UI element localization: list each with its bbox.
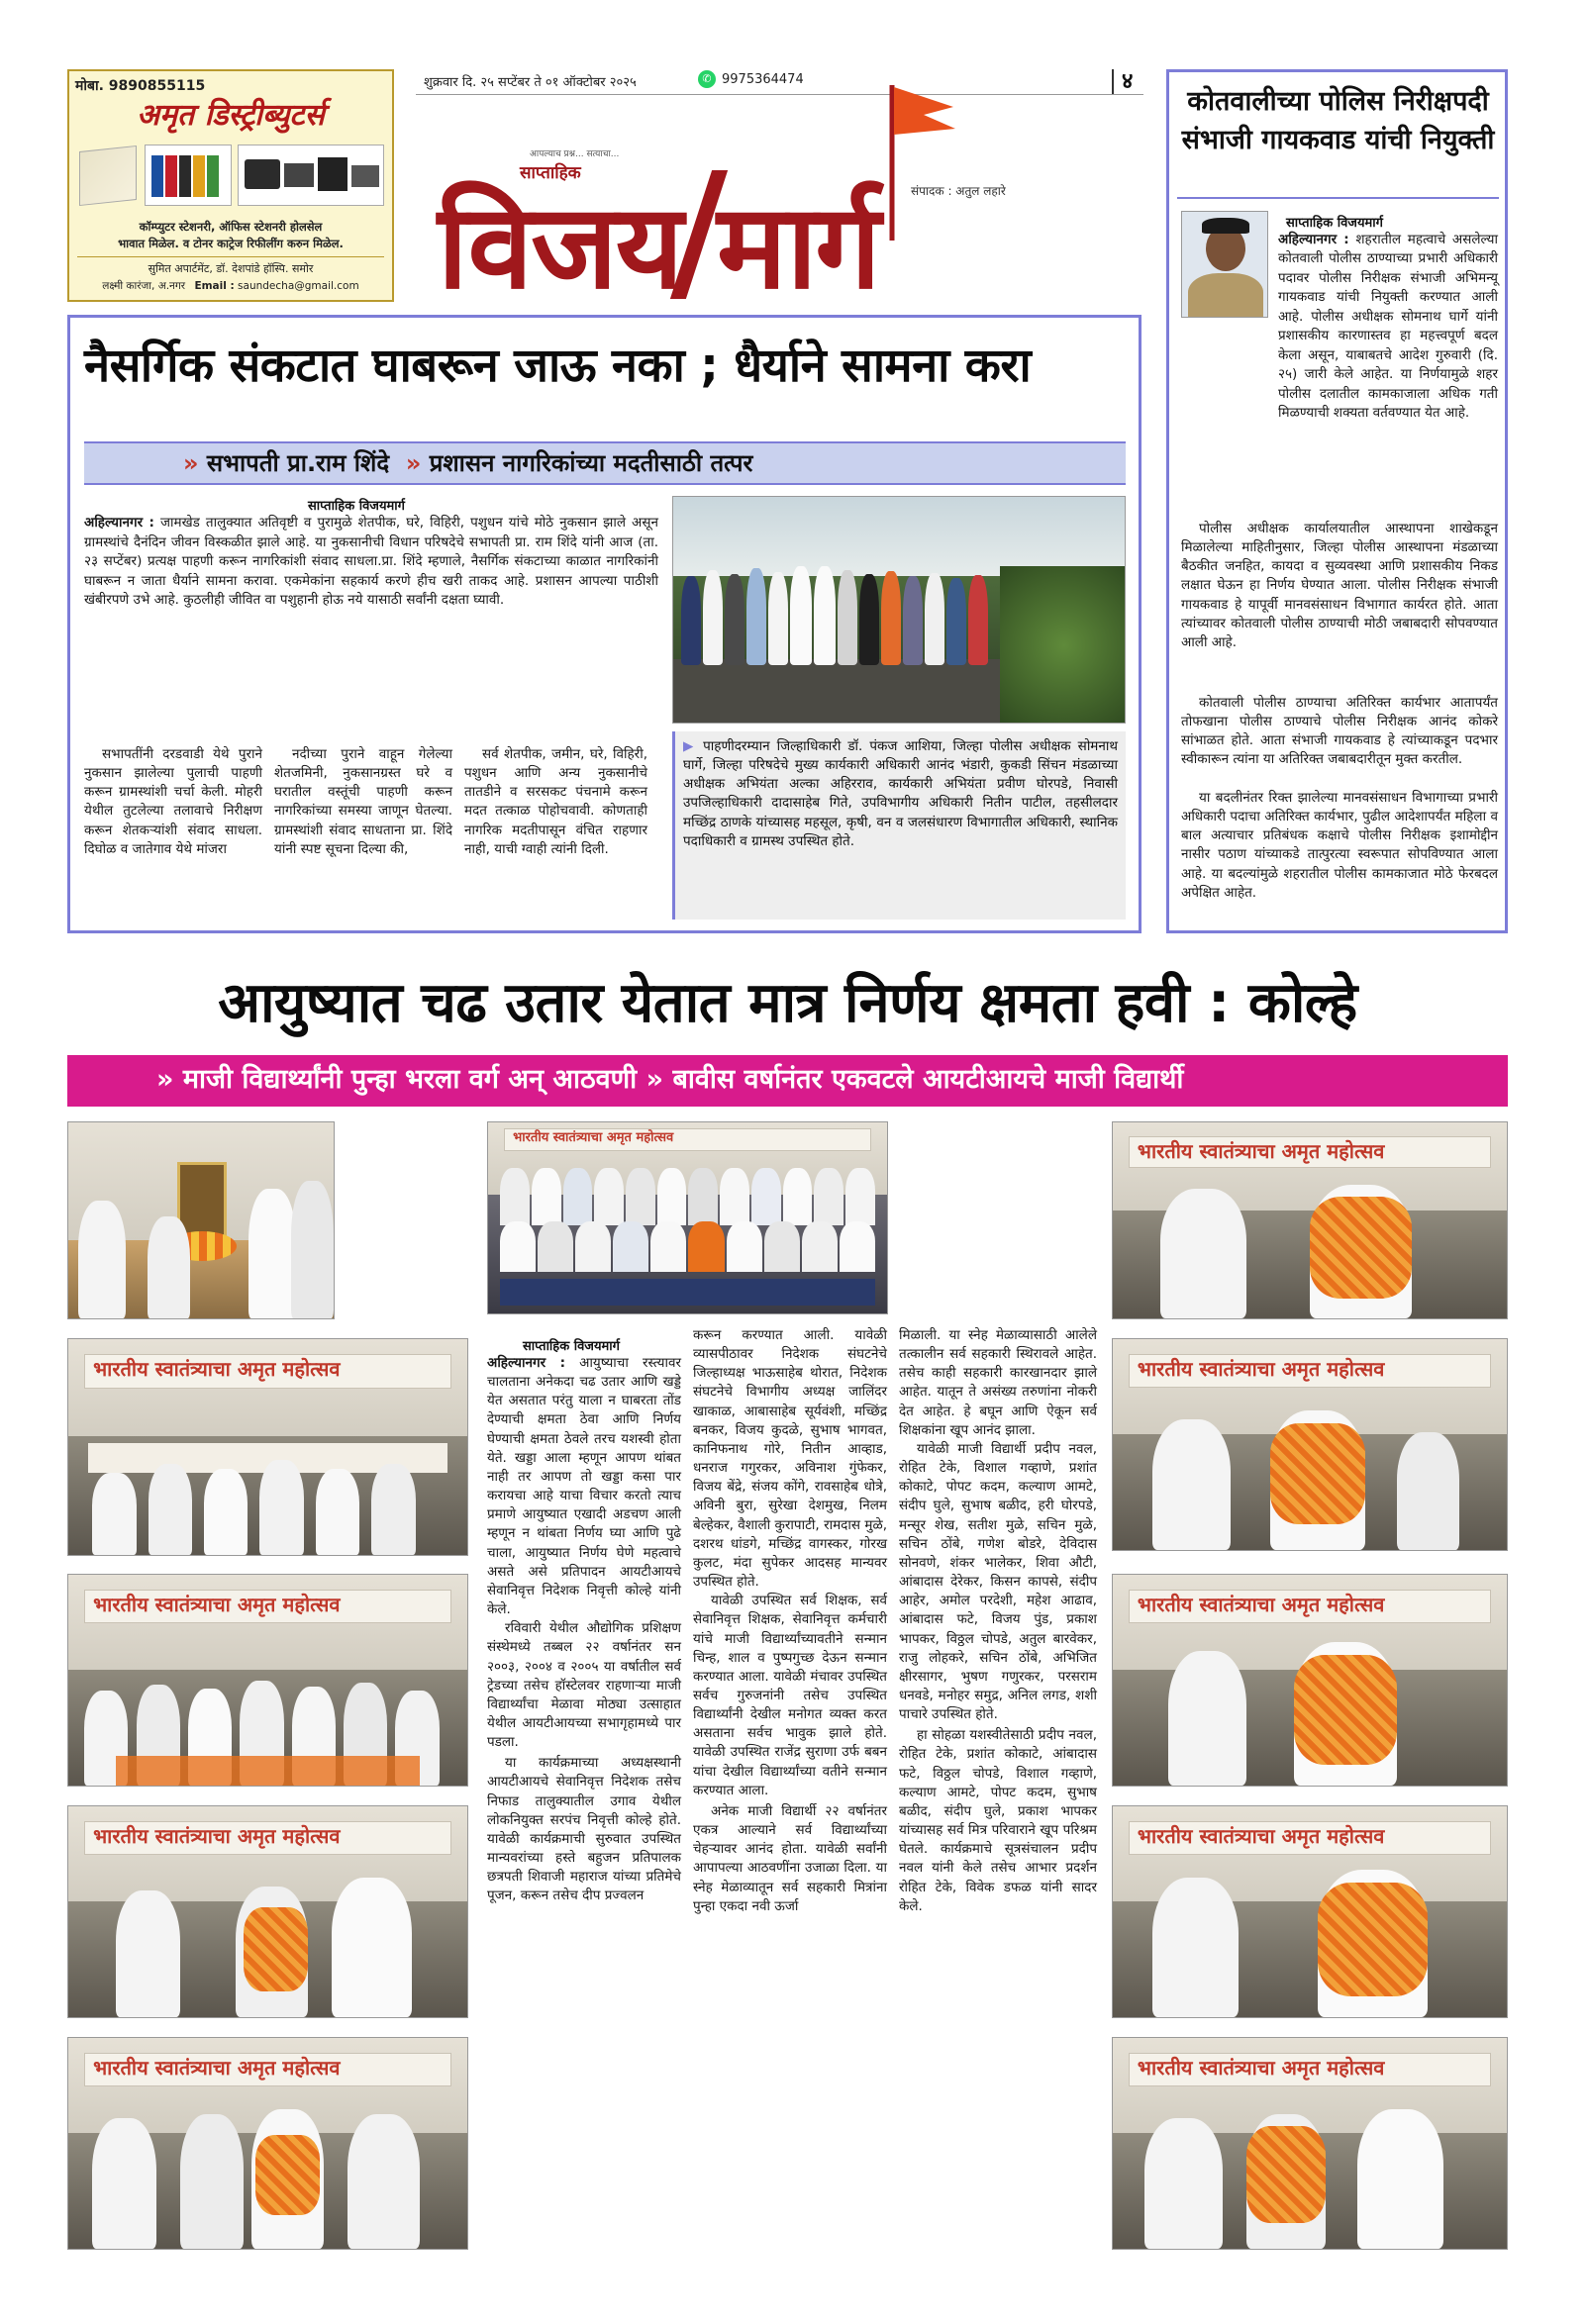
story2-headline: कोतवालीच्या पोलिस निरीक्षपदी संभाजी गायकवाड यांची नियुक्ती <box>1181 86 1495 156</box>
story3-headline: आयुष्यात चढ उतार येतात मात्र निर्णय क्षमता हवी : कोल्हे <box>218 971 1357 1035</box>
ad-desc2: भावात मिळेल. व टोनर काट्रेज रिफीलींग करुन मिळेल. <box>118 237 344 250</box>
photo-banner-text: भारतीय स्वातंत्र्याचा अमृत महोत्सव <box>1129 1354 1491 1388</box>
title-right: मार्ग <box>717 178 879 315</box>
story2-p2: पोलीस अधीक्षक कार्यालयातील आस्थापना शाखेकडून मिळालेल्या माहितीनुसार, जिल्हा पोलीस आस्थापना मंडळाच्या बैठकीत जनहित, कायदा व सुव्यवस्था आणि प्रशासकीय निकड लक्षात घेऊन हा निर्णय घेण्यात आला. पोलीस निरीक्षक संभाजी गायकवाड हे यापूर्वी मानवसंसाधन विभागात कार्यरत होते. आता त्यांच्यावर कोतवाली पोलीस ठाण्याची मोठी जबाबदारी सोपवण्यात आली आहे. <box>1181 521 1498 650</box>
photo-banner-text: भारतीय स्वातंत्र्याचा अमृत महोत्सव <box>84 2053 451 2086</box>
ad-email[interactable]: saundecha@gmail.com <box>238 280 359 292</box>
felicitation-photo-1 <box>1112 1121 1508 1319</box>
ad-products-image <box>79 141 386 210</box>
event-photo-2 <box>67 1338 468 1556</box>
group-photo <box>487 1121 888 1314</box>
photo-banner-text: भारतीय स्वातंत्र्याचा अमृत महोत्सव <box>504 1128 871 1151</box>
ad-name: अमृत डिस्ट्रीब्युटर्स <box>137 98 325 133</box>
weekly-label: साप्ताहिक <box>520 163 581 183</box>
photo-banner-text: भारतीय स्वातंत्र्याचा अमृत महोत्सव <box>1129 2053 1491 2086</box>
photo-banner-text: भारतीय स्वातंत्र्याचा अमृत महोत्सव <box>84 1821 451 1855</box>
story1-sub1: सभापती प्रा.राम शिंदे <box>206 449 390 477</box>
felicitation-photo-3 <box>1112 1574 1508 1787</box>
story1-col2: नदीच्या पुराने वाहून गेलेल्या शेतजमिनी, नुकसानग्रस्त घरे व घरातील वस्तूंची पाहणी करून नागरिकांच्या समस्या जाणून घेतल्या. ग्रामस्थांशी संवाद साधताना प्रा. शिंदे यांनी स्पष्ट सूचना दिल्या की, <box>274 746 452 857</box>
event-photo-1 <box>67 1121 335 1319</box>
felicitation-photo-4 <box>1112 1805 1508 2018</box>
photo-banner-text: भारतीय स्वातंत्र्याचा अमृत महोत्सव <box>1129 1590 1491 1623</box>
whatsapp-contact[interactable] <box>698 70 804 88</box>
story1-subhead-bar: » सभापती प्रा.राम शिंदे » प्रशासन नागरिकांच्या मदतीसाठी तत्पर <box>84 441 1126 485</box>
story1-photo-caption: ▶ पाहणीदरम्यान जिल्हाधिकारी डॉ. पंकज आशिया, जिल्हा पोलीस अधीक्षक सोमनाथ घार्गे, जिल्हा परिषदेचे मुख्य कार्यकारी अधिकारी आनंद भंडारी, कुकडी सिंचन मंडळाच्या अधीक्षक अभियंता अल्का अहिरराव, कार्यकारी अभियंता प्रवीण घोरपडे, निवासी उपजिल्हाधिकारी दादासाहेब गिते, उपविभागीय अधिकारी नितीन पाटील, तहसीलदार मच्छिंद्र ठाणके यांच्यासह महसूल, कृषी, वन व जलसंधारण विभागातील अधिकारी, स्थानिक पदाधिकारी व ग्रामस्थ उपस्थित होते. <box>672 731 1126 920</box>
tagline: आपल्याच प्रश्न... सत्याचा... <box>530 149 620 159</box>
story3-col3: मिळाली. या स्नेह मेळाव्यासाठी आलेले तत्कालीन सर्व सहकारी स्थिरावले आहेत. तसेच काही सहकारी कारखानदार झाले आहेत. यातून ते असंख्य तरुणांना नोकरी देत आहेत. हे बघून आणि ऐकून सर्व शिक्षकांना खूप आनंद झाला. यावेळी माजी विद्यार्थी प्रदीप नवल, रोहित टेके, विशाल गव्हाणे, प्रशांत कोकाटे, पोपट कदम, कल्याण आमटे, संदीप घुले, सुभाष बळीद, हरी घोरपडे, मन्सूर शेख, सतीश मुळे, सचिन मुळे, सचिन ठोंबे, गणेश बोडरे, देविदास सोनवणे, शंकर भालेकर, शिवा औटी, आंबादास देरेकर, किसन कापसे, संदीप आहेर, अमोल परदेशी, महेश आढाव, आंबादास फटे, विजय पुंड, प्रकाश भापकर, विठ्ठल चोपडे, अतुल बारवेकर, राजु लोहकरे, सचिन ठोंबे, अभिजित क्षीरसागर, भुषण गणुरकर, परसराम धनवडे, मनोहर समुद्र, अनिल लगड, शशी पाचारे उपस्थित होते. हा सोहळा यशस्वीतेसाठी प्रदीप नवल, रोहित टेके, प्रशांत कोकाटे, आंबादास फटे, विठ्ठल चोपडे, विशाल गव्हाणे, कल्याण आमटे, पोपट कदम, सुभाष बळीद, संदीप घुले, प्रकाश भापकर यांच्यासह सर्व मित्र परिवाराने खूप परिश्रम घेतले. कार्यक्रमाचे सूत्रसंचालन प्रदीप नवल यांनी केले तसेच आभार प्रदर्शन रोहित टेके, विवेक डफळ यांनी सादर केले. <box>899 1327 1097 1914</box>
photo-banner-text: भारतीय स्वातंत्र्याचा अमृत महोत्सव <box>84 1354 451 1389</box>
whatsapp-number: 9975364474 <box>722 71 804 87</box>
title-left: विजय <box>438 178 682 315</box>
ad-address2: लक्ष्मी कारंजा, अ.नगर Email : saundecha@gmail.com <box>102 280 359 292</box>
story1-col1: सभापतींनी दरडवाडी येथे पुराने नुकसान झालेल्या पुलाची पाहणी करून ग्रामस्थांशी चर्चा केली. मोहरी येथील तुटलेल्या तलावाचे निरीक्षण करून शेतकऱ्यांशी संवाद साधला. दिघोळ व जातेगाव येथे मांजरा <box>84 746 262 857</box>
story3-sub2: बावीस वर्षानंतर एकवटले आयटीआयचे माजी विद्यार्थी <box>672 1064 1184 1095</box>
whatsapp-icon: ✆ <box>698 70 716 88</box>
event-photo-3 <box>67 1574 468 1787</box>
story2-byline: साप्ताहिक विजयमार्ग <box>1286 216 1383 231</box>
flood-inspection-photo <box>672 496 1126 724</box>
felicitation-photo-2 <box>1112 1338 1508 1551</box>
story-police-box <box>1166 69 1508 933</box>
story2-body: अहिल्यानगर : शहरातील महत्वाचे असलेल्या कोतवाली पोलीस ठाण्याच्या प्रभारी अधिकारी पदावर पोलीस निरीक्षक संभाजी अभिमन्यू गायकवाड यांची नियुक्ती करण्यात आली आहे. पोलीस अधीक्षक सोमनाथ घार्गे यांनी प्रशासकीय कारणास्तव हा महत्त्वपूर्ण बदल केला असून, याबाबतचे आदेश गुरुवारी (दि. २५) जारी केले आहेत. या निर्णयामुळे शहर पोलीस दलातील कामकाजाला अधिक गती मिळण्याची शक्यता वर्तवण्यात येत आहे. <box>1278 232 1498 421</box>
story3-byline: साप्ताहिक विजयमार्ग <box>523 1339 620 1354</box>
masthead-rule <box>416 94 1143 95</box>
ad-desc1: कॉम्प्युटर स्टेशनरी, ऑफिस स्टेशनरी होलसेल <box>139 220 323 234</box>
story-flood-box <box>67 315 1141 933</box>
story2-p4: या बदलीनंतर रिक्त झालेल्या मानवसंसाधन विभागाच्या प्रभारी अधिकारी पदाचा अतिरिक्त कार्यभार, पुढील आदेशापर्यंत महिला व बाल अत्याचार प्रतिबंधक कक्षाचे पोलीस निरीक्षक इशामोद्दीन नासीर पठाण यांच्याकडे तात्पुरत्या स्वरूपात सोपविण्यात आला आहे. या बदल्यांमुळे शहरातील पोलीस कामकाजात मोठे फेरबदल अपेक्षित आहेत. <box>1181 790 1498 901</box>
story1-lead: अहिल्यानगर : जामखेड तालुक्यात अतिवृष्टी व पुरामुळे शेतपीक, घरे, विहिरी, पशुधन यांचे मोठे नुकसान झाले असून ग्रामस्थांचे दैनंदिन जीवन विस्कळीत झाले आहे. या नुकसानीची विधान परिषदेचे सभापती प्रा. राम शिंदे यांनी आज (ता. २३ सप्टेंबर) प्रत्यक्ष पाहणी करून नागरिकांशी संवाद साधला.प्रा. शिंदे म्हणाले, नैसर्गिक संकटाच्या काळात नागरिकांनी घाबरून न जाता धैर्याने सामना करावा. एकमेकांना सहकार्य करणे हीच खरी ताकद आहे. प्रशासन आपल्या पाठीशी खंबीरपणे उभे आहे. कुठलीही जीवित वा पशुहानी होऊ नये यासाठी सर्वांनी दक्षता घ्यावी. <box>84 515 658 609</box>
story3-sub1: माजी विद्यार्थ्यांनी पुन्हा भरला वर्ग अन् आठवणी <box>182 1064 638 1095</box>
story1-sub2: प्रशासन नागरिकांच्या मदतीसाठी तत्पर <box>429 449 753 477</box>
photo-banner-text: भारतीय स्वातंत्र्याचा अमृत महोत्सव <box>1129 1136 1491 1168</box>
flag-icon <box>889 77 897 236</box>
page-number: ४ <box>1112 65 1133 95</box>
story1-headline: नैसर्गिक संकटात घाबरून जाऊ नका ; धैर्याने सामना करा <box>84 339 1032 393</box>
masthead <box>416 97 1143 315</box>
ad-phone: मोबा. 9890855115 <box>75 78 206 94</box>
story1-byline: साप्ताहिक विजयमार्ग <box>308 499 405 514</box>
ad-address: सुमित अपार्टमेंट, डॉ. देशपांडे हॉस्पि. समोर <box>148 262 314 275</box>
photo-banner-text: भारतीय स्वातंत्र्याचा अमृत महोत्सव <box>1129 1821 1491 1855</box>
distributor-ad <box>67 69 394 302</box>
photo-banner-text: भारतीय स्वातंत्र्याचा अमृत महोत्सव <box>84 1590 451 1623</box>
story3-subhead-bar: » माजी विद्यार्थ्यांनी पुन्हा भरला वर्ग अन् आठवणी » बावीस वर्षानंतर एकवटले आयटीआयचे माजी विद्यार्थी <box>67 1055 1508 1107</box>
felicitation-photo-5 <box>1112 2037 1508 2250</box>
event-photo-5 <box>67 2037 468 2250</box>
story3-col1: अहिल्यानगर : आयुष्याचा रस्त्यावर चालताना अनेकदा चढ उतार आणि खड्डे येत असतात परंतु याला न घाबरता तोंड देण्याची क्षमता ठेवा आणि निर्णय घेण्याची क्षमता ठेवले तरच यशस्वी होता येते. खड्डा आला म्हणून आपण थांबत नाही तर आपण तो खड्डा कसा पार करायचा आहे याचा विचार करतो त्याच प्रमाणे आयुष्यात एखादी अडचण आली म्हणून न थांबता निर्णय घ्या आणि पुढे चाला, आयुष्यात निर्णय घेणे महत्वाचे असते असे प्रतिपादन आयटीआयचे सेवानिवृत्त निदेशक निवृत्ती कोल्हे यांनी केले. रविवारी येथील औद्योगिक प्रशिक्षण संस्थेमध्ये तब्बल २२ वर्षानंतर सन २००३, २००४ व २००५ या वर्षातील सर्व ट्रेडच्या तसेच हॉस्टेलवर राहणाऱ्या माजी विद्यार्थ्यांचा मेळावा मोठ्या उत्साहात येथील आयटीआयच्या सभागृहामध्ये पार पडला. या कार्यक्रमाच्या अध्यक्षस्थानी आयटीआयचे सेवानिवृत्त निदेशक तसेच निफाड तालुक्यातील उगाव येथील लोकनियुक्त सरपंच निवृत्ती कोल्हे होते. यावेळी कार्यक्रमाची सुरुवात उपस्थित मान्यवरांच्या हस्ते बहुजन प्रतिपालक छत्रपती शिवाजी महाराज यांच्या प्रतिमेचे पूजन, करून तसेच दीप प्रज्वलन <box>487 1355 681 1904</box>
editor-label: संपादक : अतुल लहारे <box>911 184 1006 198</box>
story1-col3: सर्व शेतपीक, जमीन, घरे, विहिरी, पशुधन आणि अन्य नुकसानीचे तातडीने व सरसकट पंचनामे करून मदत तत्काळ पोहोचवावी. कोणताही नागरिक मदतीपासून वंचित राहणार नाही, याची ग्वाही त्यांनी दिली. <box>464 746 647 857</box>
issue-date: शुक्रवार दि. २५ सप्टेंबर ते ०१ ऑक्टोबर २०२५ <box>424 75 637 90</box>
story2-p3: कोतवाली पोलीस ठाण्याचा अतिरिक्त कार्यभार आतापर्यंत तोफखाना पोलीस ठाण्याचे पोलीस निरीक्षक आनंद कोकरे सांभाळत होते. आता संभाजी गायकवाड हे त्यांच्याकडून पदभार स्वीकारून त्यांना या अतिरिक्त जबाबदारीतून मुक्त करतील. <box>1181 695 1498 768</box>
event-photo-4 <box>67 1805 468 2018</box>
newspaper-title <box>438 156 879 315</box>
story3-col2: करून करण्यात आली. यावेळी व्यासपीठावर निदेशक संघटनेचे जिल्हाध्यक्ष भाऊसाहेब थोरात, निदेशक संघटनेचे विभागीय अध्यक्ष जालिंदर खाकाळ, आबासाहेब सूर्यवंशी, मच्छिंद्र बनकर, विजय कुदळे, सुभाष भागवत, कानिफनाथ गोरे, नितीन आव्हाड, धनराज गगुरकर, अविनाश गुंफेकर, विजय बेंद्रे, संजय कोंगे, रावसाहेब धोत्रे, अविनी बुरा, सुरेखा देशमुख, निलम बेल्हेकर, वैशाली कुरापाटी, रामदास मुळे, दशरथ धांडगे, मच्छिंद्र वागस्कर, गोरख कुलट, मंदा सुपेकर आदसह मान्यवर उपस्थित होते. यावेळी उपस्थित सर्व शिक्षक, सर्व सेवानिवृत्त शिक्षक, सेवानिवृत्त कर्मचारी यांचे माजी विद्यार्थ्यांच्यावतीने सन्मान चिन्ह, शाल व पुष्पगुच्छ देऊन सन्मान करण्यात आला. यावेळी मंचावर उपस्थित सर्वच गुरुजनांनी तसेच उपस्थित विद्यार्थ्यांनी देखील मनोगत व्यक्त करत असताना सर्वच भावुक झाले होते. यावेळी उपस्थित राजेंद्र सुराणा उर्फ बबन यांचा देखील विद्यार्थ्यांच्या वतीने सन्मान करण्यात आला. अनेक माजी विद्यार्थी २२ वर्षानंतर एकत्र आल्याने सर्व विद्यार्थ्यांच्या चेहऱ्यावर आनंद होता. यावेळी सर्वांनी आपापल्या आठवणींना उजाळा दिला. या स्नेह मेळाव्यातून सर्व सहकारी मित्रांना पुन्हा एकदा नवी ऊर्जा <box>693 1327 887 1914</box>
